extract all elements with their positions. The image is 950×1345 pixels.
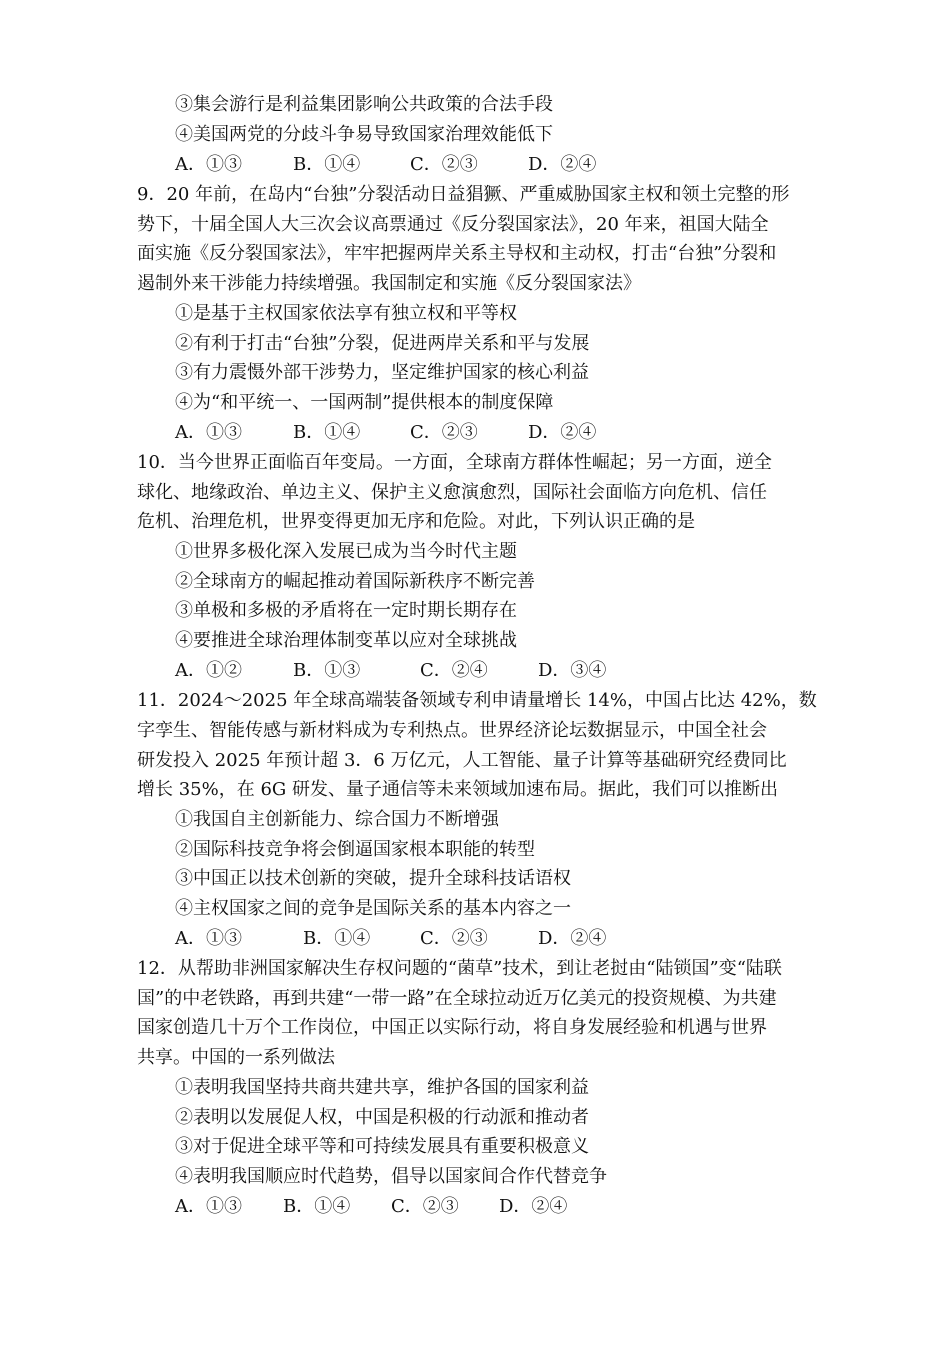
q11-option-4: ④主权国家之间的竞争是国际关系的基本内容之一 (175, 898, 571, 919)
q10-option-3: ③单极和多极的矛盾将在一定时期长期存在 (175, 600, 517, 621)
q8-choice-b: B．①④ (293, 154, 361, 175)
q12-choice-c: C．②③ (391, 1196, 459, 1217)
q12-stem-line-2: 国”的中老铁路，再到共建“一带一路”在全球拉动近万亿美元的投资规模、为共建 (137, 988, 777, 1009)
q9-option-2: ②有利于打击“台独”分裂，促进两岸关系和平与发展 (175, 333, 590, 354)
q9-stem-line-3: 面实施《反分裂国家法》，牢牢把握两岸关系主导权和主动权，打击“台独”分裂和 (137, 243, 777, 264)
q11-stem-line-3: 研发投入 2025 年预计超 3．6 万亿元，人工智能、量子计算等基础研究经费同比 (137, 750, 787, 771)
q10-stem-line-2: 球化、地缘政治、单边主义、保护主义愈演愈烈，国际社会面临方向危机、信任 (137, 482, 767, 503)
q10-option-4: ④要推进全球治理体制变革以应对全球挑战 (175, 630, 517, 651)
q10-choice-d: D．③④ (538, 660, 607, 681)
q9-stem-line-4: 遏制外来干涉能力持续增强。我国制定和实施《反分裂国家法》 (137, 273, 641, 294)
q9-stem-line-1: 9．20 年前，在岛内“台独”分裂活动日益猖獗、严重威胁国家主权和领土完整的形 (137, 184, 790, 205)
q10-option-2: ②全球南方的崛起推动着国际新秩序不断完善 (175, 571, 535, 592)
q12-stem-line-4: 共享。中国的一系列做法 (137, 1047, 335, 1068)
q11-option-3: ③中国正以技术创新的突破，提升全球科技话语权 (175, 868, 571, 889)
q12-option-2: ②表明以发展促人权，中国是积极的行动派和推动者 (175, 1107, 589, 1128)
q12-stem-line-3: 国家创造几十万个工作岗位，中国正以实际行动，将自身发展经验和机遇与世界 (137, 1017, 767, 1038)
q12-stem-line-1: 12．从帮助非洲国家解决生存权问题的“菌草”技术，到让老挝由“陆锁国”变“陆联 (137, 958, 782, 979)
q9-stem-line-2: 势下，十届全国人大三次会议高票通过《反分裂国家法》，20 年来，祖国大陆全 (137, 214, 769, 235)
q12-option-1: ①表明我国坚持共商共建共享，维护各国的国家利益 (175, 1077, 589, 1098)
q12-choice-a: A．①③ (175, 1196, 242, 1217)
q11-option-2: ②国际科技竞争将会倒逼国家根本职能的转型 (175, 839, 535, 860)
q11-stem-line-1: 11．2024～2025 年全球高端装备领域专利申请量增长 14%，中国占比达 42%，数 (137, 690, 817, 711)
q8-choice-a: A．①③ (175, 154, 242, 175)
q12-option-3: ③对于促进全球平等和可持续发展具有重要积极意义 (175, 1136, 589, 1157)
q11-stem-line-2: 字孪生、智能传感与新材料成为专利热点。世界经济论坛数据显示，中国全社会 (137, 720, 767, 741)
q8-option-4: ④美国两党的分歧斗争易导致国家治理效能低下 (175, 124, 553, 145)
q9-choice-c: C．②③ (410, 422, 478, 443)
q12-option-4: ④表明我国顺应时代趋势，倡导以国家间合作代替竞争 (175, 1166, 607, 1187)
q12-choice-d: D．②④ (499, 1196, 568, 1217)
q9-choices (175, 418, 825, 448)
q8-choice-c: C．②③ (410, 154, 478, 175)
q10-choice-a: A．①② (175, 660, 242, 681)
q12-choices (175, 1192, 825, 1222)
q10-choices (175, 656, 825, 686)
q11-choice-d: D．②④ (538, 928, 607, 949)
q9-choice-a: A．①③ (175, 422, 242, 443)
q9-option-3: ③有力震慑外部干涉势力，坚定维护国家的核心利益 (175, 362, 589, 383)
q11-choice-c: C．②③ (420, 928, 488, 949)
q9-choice-d: D．②④ (528, 422, 597, 443)
q10-choice-c: C．②④ (420, 660, 488, 681)
q9-option-1: ①是基于主权国家依法享有独立权和平等权 (175, 303, 517, 324)
q10-choice-b: B．①③ (293, 660, 361, 681)
q11-stem-line-4: 增长 35%，在 6G 研发、量子通信等未来领域加速布局。据此，我们可以推断出 (137, 779, 779, 800)
q8-choice-d: D．②④ (528, 154, 597, 175)
q11-choice-b: B．①④ (303, 928, 371, 949)
q10-stem-line-3: 危机、治理危机，世界变得更加无序和危险。对此，下列认识正确的是 (137, 511, 695, 532)
q11-choices (175, 924, 825, 954)
q12-choice-b: B．①④ (283, 1196, 351, 1217)
q10-option-1: ①世界多极化深入发展已成为当今时代主题 (175, 541, 517, 562)
q10-stem-line-1: 10．当今世界正面临百年变局。一方面，全球南方群体性崛起；另一方面，逆全 (137, 452, 772, 473)
q11-option-1: ①我国自主创新能力、综合国力不断增强 (175, 809, 499, 830)
q8-choices (175, 150, 825, 180)
q8-option-3: ③集会游行是利益集团影响公共政策的合法手段 (175, 94, 553, 115)
q9-choice-b: B．①④ (293, 422, 361, 443)
q11-choice-a: A．①③ (175, 928, 242, 949)
q9-option-4: ④为“和平统一、一国两制”提供根本的制度保障 (175, 392, 554, 413)
